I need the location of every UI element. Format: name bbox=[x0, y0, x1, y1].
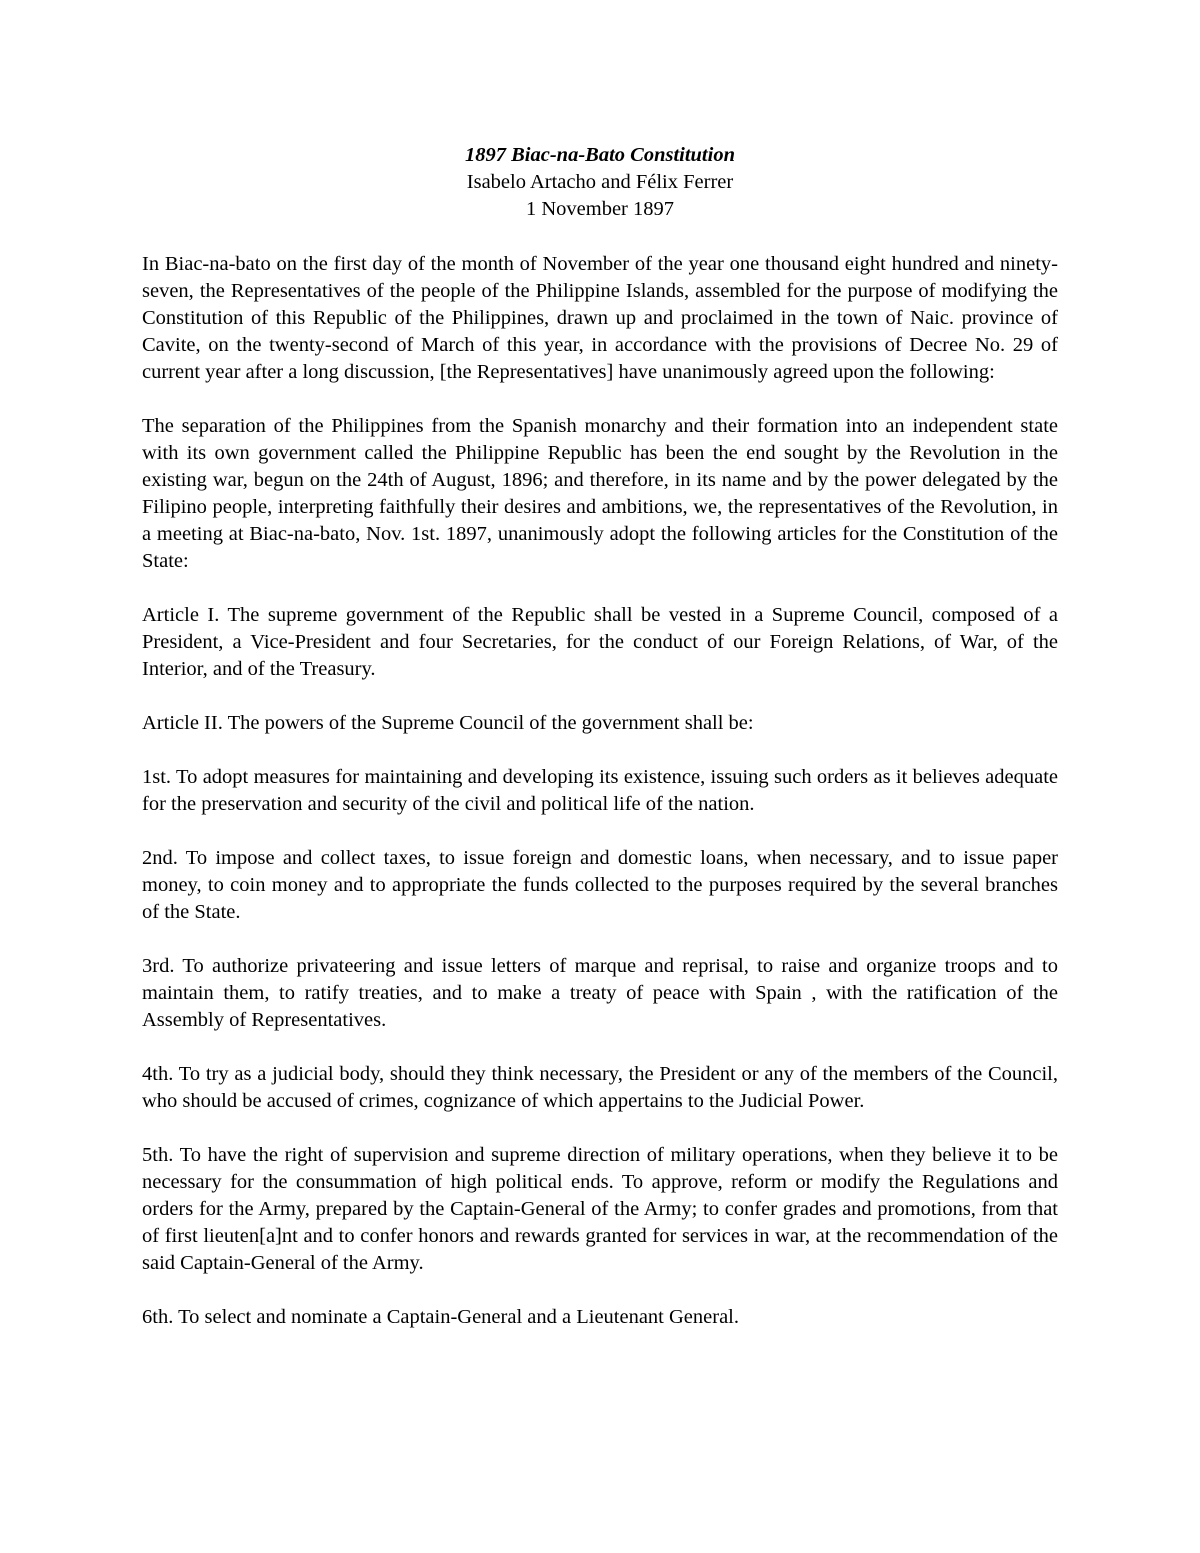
paragraph-power-4th: 4th. To try as a judicial body, should they think necessary, the President or any of the members of the Council, who should be accused of crimes, cognizance of which appertains to the Judicial Power. bbox=[142, 1063, 1058, 1112]
paragraph-power-3rd: 3rd. To authorize privateering and issue letters of marque and reprisal, to raise and organize troops and to maintain them, to ratify treaties, and to make a treaty of peace with Spain , with the ratification of the Assembly of Representatives. bbox=[142, 955, 1058, 1031]
document-header bbox=[142, 142, 1058, 223]
paragraph-article-1: Article I. The supreme government of the Republic shall be vested in a Supreme Council, composed of a President, a Vice-President and four Secretaries, for the conduct of our Foreign Relations, of War, of the Interior, and of the Treasury. bbox=[142, 604, 1058, 680]
document-authors: Isabelo Artacho and Félix Ferrer bbox=[466, 171, 734, 193]
paragraph-preamble: In Biac-na-bato on the first day of the month of November of the year one thousand eight hundred and ninety-seven, the Representatives of the people of the Philippine Islands, assembled for the purpose of modifying the Constitution of this Republic of the Philippines, drawn up and proclaimed in the town of Naic. province of Cavite, on the twenty-second of March of this year, in accordance with the provisions of Decree No. 29 of current year after a long discussion, [the Representatives] have unanimously agreed upon the following: bbox=[142, 253, 1058, 383]
paragraph-power-2nd: 2nd. To impose and collect taxes, to issue foreign and domestic loans, when necessary, and to issue paper money, to coin money and to appropriate the funds collected to the purposes required by the several branches of the State. bbox=[142, 847, 1058, 923]
paragraph-power-5th: 5th. To have the right of supervision and supreme direction of military operations, when they believe it to be necessary for the consummation of high political ends. To approve, reform or modify the Regulations and orders for the Army, prepared by the Captain-General of the Army; to confer grades and promotions, from that of first lieuten[a]nt and to confer honors and rewards granted for services in war, at the recommendation of the said Captain-General of the Army. bbox=[142, 1144, 1058, 1274]
document-body bbox=[142, 251, 1058, 1358]
document-date: 1 November 1897 bbox=[525, 198, 675, 220]
paragraph-separation: The separation of the Philippines from the Spanish monarchy and their formation into an independent state with its own government called the Philippine Republic has been the end sought by the Revolution in the existing war, begun on the 24th of August, 1896; and therefore, in its name and by the power delegated by the Filipino people, interpreting faithfully their desires and ambitions, we, the representatives of the Revolution, in a meeting at Biac-na-bato, Nov. 1st. 1897, unanimously adopt the following articles for the Constitution of the State: bbox=[142, 415, 1058, 572]
paragraph-power-1st: 1st. To adopt measures for maintaining and developing its existence, issuing such orders as it believes adequate for the preservation and security of the civil and political life of the nation. bbox=[142, 766, 1058, 815]
paragraph-article-2: Article II. The powers of the Supreme Council of the government shall be: bbox=[142, 712, 754, 734]
paragraph-power-6th: 6th. To select and nominate a Captain-General and a Lieutenant General. bbox=[142, 1306, 740, 1328]
document-title: 1897 Biac-na-Bato Constitution bbox=[465, 144, 735, 166]
